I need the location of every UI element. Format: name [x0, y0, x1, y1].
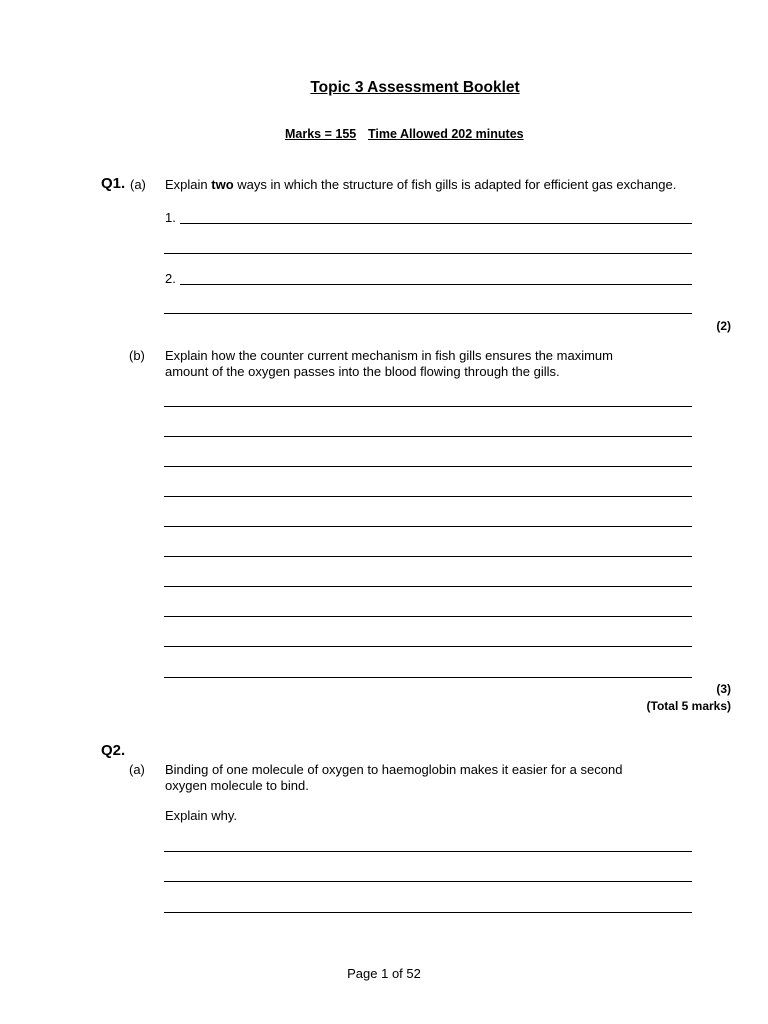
- q2-part-a-text-line-2: oxygen molecule to bind.: [165, 778, 309, 793]
- answer-line[interactable]: [164, 586, 692, 587]
- answer-line[interactable]: [164, 253, 692, 254]
- answer-line[interactable]: [164, 881, 692, 882]
- answer-line[interactable]: [164, 556, 692, 557]
- answer-line[interactable]: [164, 616, 692, 617]
- answer-line[interactable]: [164, 526, 692, 527]
- answer-line[interactable]: [164, 466, 692, 467]
- answer-line[interactable]: [164, 646, 692, 647]
- q1a-item-2-number: 2.: [165, 271, 176, 286]
- q1a-item-1-number: 1.: [165, 210, 176, 225]
- q2-part-a-prompt: Explain why.: [165, 808, 238, 823]
- q1a-text-prefix: Explain: [165, 177, 212, 192]
- q1-part-b-label: (b): [129, 348, 145, 363]
- q1-part-b-text-line-1: Explain how the counter current mechanism in fish gills ensures the maximum: [165, 348, 613, 363]
- question-2-number: Q2.: [101, 742, 126, 759]
- answer-line[interactable]: [164, 851, 692, 852]
- answer-line[interactable]: [164, 406, 692, 407]
- q1-part-b-text-line-2: amount of the oxygen passes into the blood flowing through the gills.: [165, 364, 560, 379]
- q2-part-a-text-line-1: Binding of one molecule of oxygen to haemoglobin makes it easier for a second: [165, 762, 623, 777]
- time-allowed: Time Allowed 202 minutes: [368, 127, 524, 141]
- question-1-number: Q1.: [101, 175, 126, 192]
- page-number: Page 1 of 52: [347, 966, 421, 981]
- q1-part-a-label: (a): [130, 177, 146, 192]
- answer-line[interactable]: [180, 284, 692, 285]
- q1a-text-bold: two: [211, 177, 234, 192]
- answer-line[interactable]: [164, 313, 692, 314]
- q1b-marks: (3): [716, 682, 731, 696]
- q2-part-a-label: (a): [129, 762, 145, 777]
- answer-line[interactable]: [164, 677, 692, 678]
- q1-total-marks: (Total 5 marks): [646, 699, 731, 713]
- answer-line[interactable]: [180, 223, 692, 224]
- total-marks: Marks = 155: [285, 127, 357, 141]
- answer-line[interactable]: [164, 436, 692, 437]
- q1a-marks: (2): [716, 319, 731, 333]
- answer-line[interactable]: [164, 496, 692, 497]
- booklet-title: Topic 3 Assessment Booklet: [310, 79, 520, 96]
- q1-part-a-text: [165, 177, 676, 193]
- answer-line[interactable]: [164, 912, 692, 913]
- q1a-text-suffix: ways in which the structure of fish gills is adapted for efficient gas exchange.: [233, 177, 677, 192]
